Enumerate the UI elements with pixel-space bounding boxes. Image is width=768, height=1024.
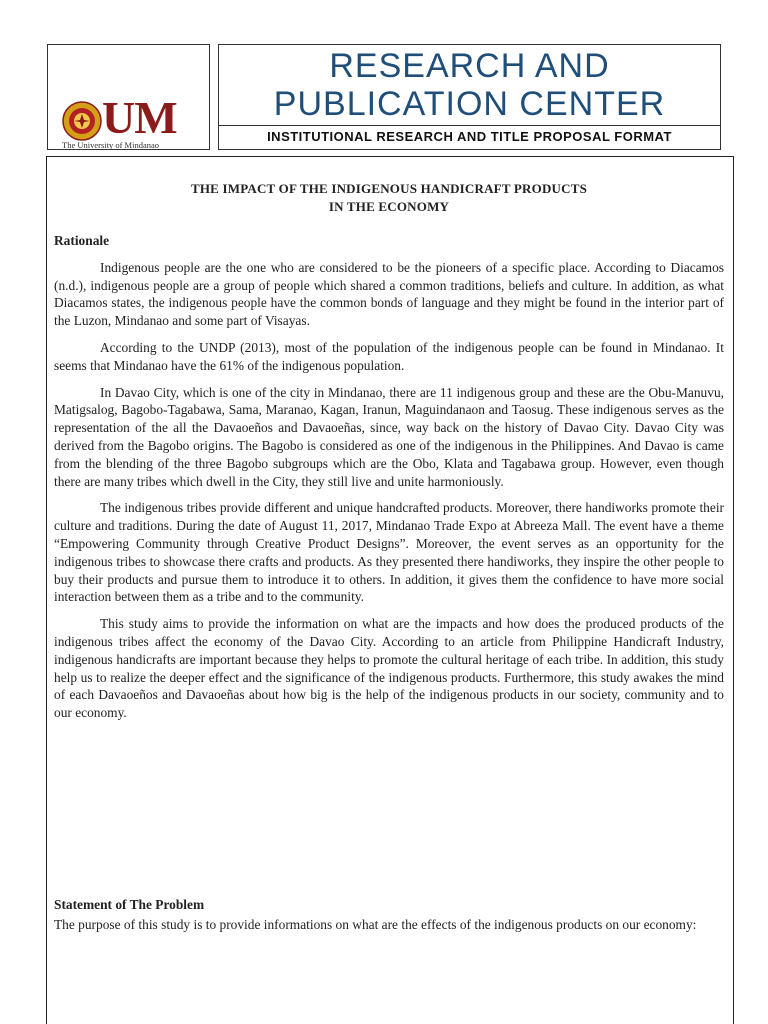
center-title-line-1: RESEARCH AND [329, 47, 610, 85]
center-title [219, 47, 720, 123]
rationale-heading: Rationale [54, 233, 110, 248]
paragraph-4: The indigenous tribes provide different and unique handcrafted products. Moreover, there handiworks promote their culture and traditions. During the date of August 11, 2017, Mindanao Trade Expo at Abreeza Mall. The event have a theme “Empowering Community through Creative Product Designs”. Moreover, the event serves as an opportunity for the indigenous tribes to showcase there crafts and products. As they presented there handiworks, they inspire the other people to buy their products and pursue them to introduce it to others. In addition, it gives them the confidence to have more social interaction between them as a tribe and to the community. [54, 500, 724, 605]
statement-heading: Statement of The Problem [54, 897, 205, 912]
paper-title [54, 180, 724, 215]
logo-caption: The University of Mindanao [62, 140, 160, 150]
paragraph-3: In Davao City, which is one of the city in Mindanao, there are 11 indigenous group and these are the Obu-Manuvu, Matigsalog, Bagobo-Tagabawa, Sama, Maranao, Kagan, Iranun, Maguindanaon and Taosug. These indigenous serves as the representation of the all the Davaoeños and Davaoeñas, since, way back on the history of Davao City. Davao City was derived from the Bagobo origins. The Bagobo is considered as one of the indigenous in the Philippines. And Davao is came from the blending of the three Bagobo subgroups which are the Obo, Klata and Tagabawa group. However, even though there are many tribes which dwell in the City, they still live and unite harmoniously. [54, 384, 724, 489]
paragraph-2: According to the UNDP (2013), most of the population of the indigenous people can be found in Mindanao. It seems that Mindanao have the 61% of the indigenous population. [54, 339, 724, 373]
document-body [54, 180, 724, 722]
header-title-box [218, 44, 721, 150]
center-title-line-2: PUBLICATION CENTER [273, 85, 666, 123]
title-divider [219, 125, 720, 126]
format-subtitle: INSTITUTIONAL RESEARCH AND TITLE PROPOSAL FORMAT [267, 129, 672, 144]
paper-title-line-2: IN THE ECONOMY [328, 198, 450, 214]
paper-title-line-1: THE IMPACT OF THE INDIGENOUS HANDICRAFT PRODUCTS [190, 181, 588, 196]
university-logo-box [47, 44, 210, 150]
university-seal-icon [62, 101, 102, 141]
paragraph-5: This study aims to provide the information on what are the impacts and how does the produced products of the indigenous tribes affect the economy of the Davao City. According to an article from Philippine Handicraft Industry, indigenous handicrafts are important because they helps to promote the cultural heritage of each tribe. In addition, this study help us to realize the deeper effect and the significance of the indigenous products. Furthermore, this study awakes the mind of each Davaoeños and Davaoeñas about how big is the help of the indigenous products in our society, community and to our economy. [54, 616, 724, 721]
logo-letters: UM [102, 92, 177, 143]
statement-body: The purpose of this study is to provide informations on what are the effects of the indigenous products on our economy: [54, 917, 697, 932]
paragraph-1: Indigenous people are the one who are considered to be the pioneers of a specific place. According to Diacamos (n.d.), indigenous people are a group of people which shared a common traditions, beliefs and culture. In addition, as what Diacamos states, the indigenous people have the common bonds of language and they might be found in the interior part of the Luzon, Mindanao and some part of Visayas. [54, 259, 724, 329]
